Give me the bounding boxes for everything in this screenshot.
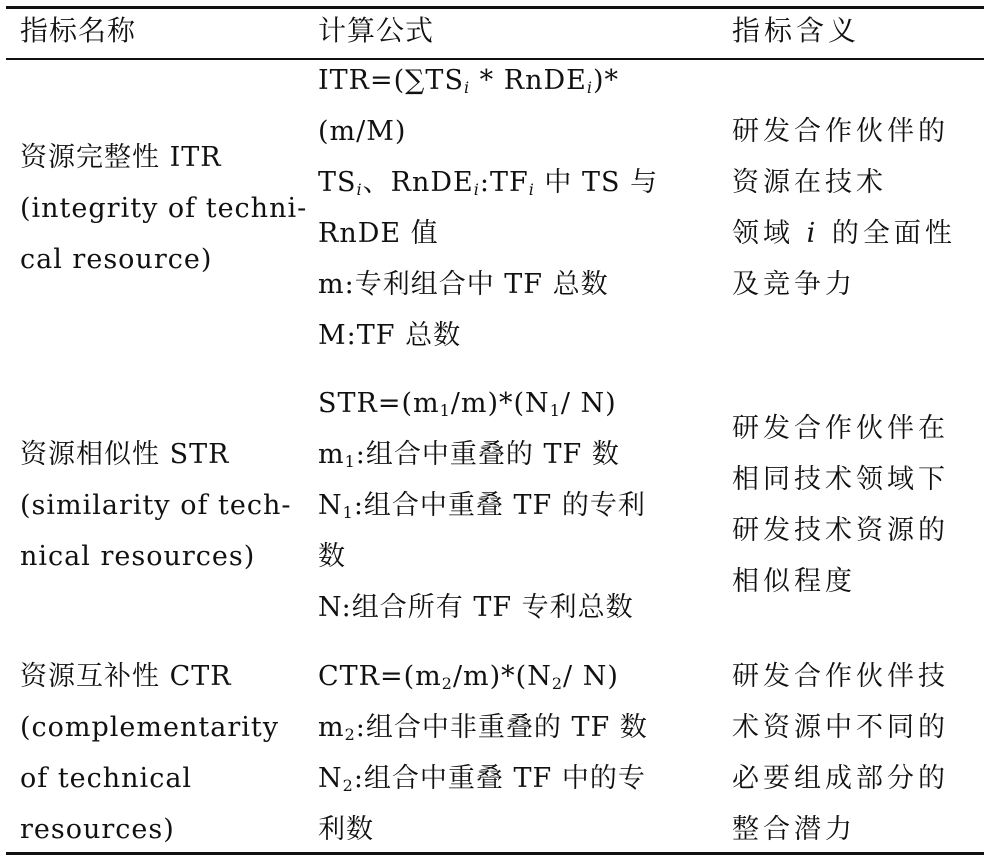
row3-name-line2: (complementarity	[20, 712, 279, 743]
row3-meaning-line4: 整合潜力	[732, 814, 856, 845]
row1-name-line3: cal resource)	[20, 244, 213, 275]
row1-name-line1: 资源完整性 ITR	[20, 142, 222, 173]
row2-name-line3: nical resources)	[20, 541, 256, 572]
row1-meaning-line4: 及竞争力	[732, 269, 856, 300]
header-meaning: 指标含义	[732, 14, 861, 47]
row2-meaning-line1: 研发合作伙伴在	[732, 413, 949, 444]
row2-formula-line1: $STR=(m_1/m)*(N_1/$ N)	[318, 388, 617, 420]
row2-formula-line5: N:组合所有 TF 专利总数	[318, 592, 634, 623]
row3-meaning-line2: 术资源中不同的	[732, 712, 949, 743]
row1-formula-line6: M:TF 总数	[318, 320, 462, 351]
row2-formula-line2: $m_1$:组合中重叠的 TF 数	[318, 439, 620, 471]
row2-formula-line3: $N_1$:组合中重叠 TF 的专利	[318, 490, 646, 522]
row1-formula-line4: RnDE 值	[318, 218, 439, 249]
header-indicator-name: 指标名称	[20, 14, 137, 47]
row1-meaning-line3: 领域 i 的全面性	[732, 218, 956, 249]
table-top-rule	[6, 6, 984, 9]
row1-formula-line3: $TS_i$、$RnDE_i:TF_i$ 中 TS 与	[318, 167, 659, 199]
row3-formula-line2: $m_2$:组合中非重叠的 TF 数	[318, 712, 648, 744]
row3-name-line4: resources)	[20, 814, 175, 845]
row1-meaning-line1: 研发合作伙伴的	[732, 116, 949, 147]
row2-formula-line4: 数	[318, 541, 346, 572]
row1-formula-line2: (m/M)	[318, 116, 407, 147]
row3-name-line3: of technical	[20, 763, 193, 794]
row2-name-line1: 资源相似性 STR	[20, 439, 230, 470]
row3-formula-line4: 利数	[318, 814, 374, 845]
row2-meaning-line3: 研发技术资源的	[732, 515, 949, 546]
header-formula: 计算公式	[318, 14, 435, 47]
row1-name-line2: (integrity of techni-	[20, 193, 308, 224]
row3-formula-line3: $N_2$:组合中重叠 TF 中的专	[318, 763, 646, 795]
row3-formula-line1: $CTR=(m_2/m)*(N_2/$ N)	[318, 661, 619, 693]
row1-formula-line1: $ITR=(\sum TS_i$ * RnDE$_i$)*	[318, 65, 619, 97]
table-bottom-rule	[6, 852, 984, 855]
row1-meaning-line2: 资源在技术	[732, 167, 887, 198]
row2-meaning-line4: 相似程度	[732, 566, 856, 597]
table-header-rule	[6, 58, 984, 60]
row3-meaning-line1: 研发合作伙伴技	[732, 661, 949, 692]
row2-name-line2: (similarity of tech-	[20, 490, 292, 521]
row3-name-line1: 资源互补性 CTR	[20, 661, 232, 692]
row1-formula-line5: m:专利组合中 TF 总数	[318, 269, 609, 300]
row2-meaning-line2: 相同技术领域下	[732, 464, 949, 495]
row3-meaning-line3: 必要组成部分的	[732, 763, 949, 794]
